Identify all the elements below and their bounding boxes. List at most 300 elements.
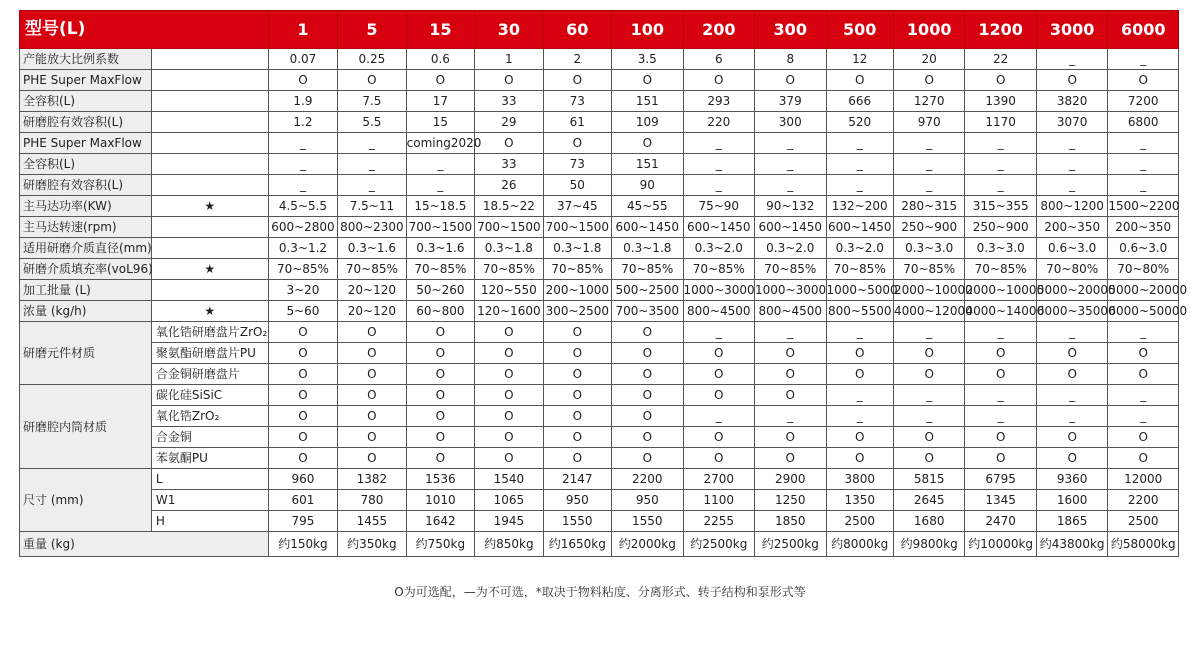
value-cell: 70~85% <box>965 259 1036 280</box>
value-cell: 12 <box>826 49 893 70</box>
value-cell: 0.3~1.6 <box>338 238 406 259</box>
value-cell: O <box>683 70 754 91</box>
weight-cell: 约9800kg <box>893 532 964 557</box>
value-cell: _ <box>1036 154 1107 175</box>
value-cell: _ <box>338 175 406 196</box>
value-cell: 15 <box>406 112 474 133</box>
value-cell: 600~1450 <box>826 217 893 238</box>
value-cell: 700~1500 <box>475 217 543 238</box>
value-cell: 5.5 <box>338 112 406 133</box>
value-cell: O <box>826 448 893 469</box>
value-cell: 300~2500 <box>543 301 611 322</box>
value-cell: _ <box>683 175 754 196</box>
value-cell: _ <box>1036 175 1107 196</box>
group-label: 研磨腔内筒材质 <box>20 385 152 469</box>
value-cell: 2645 <box>893 490 964 511</box>
weight-cell: 约2500kg <box>683 532 754 557</box>
value-cell: 70~80% <box>1036 259 1107 280</box>
value-cell: O <box>1108 448 1179 469</box>
value-cell: 6 <box>683 49 754 70</box>
value-cell: 950 <box>612 490 683 511</box>
value-cell: O <box>406 385 474 406</box>
table-row <box>20 322 1179 343</box>
row-label: 加工批量 (L) <box>20 280 152 301</box>
value-cell: 800~1200 <box>1036 196 1107 217</box>
value-cell: _ <box>826 406 893 427</box>
sub-label: L <box>151 469 268 490</box>
value-cell: 950 <box>543 490 611 511</box>
value-cell: 960 <box>268 469 337 490</box>
value-cell: 4000~14000 <box>965 301 1036 322</box>
value-cell: _ <box>683 133 754 154</box>
value-cell: 601 <box>268 490 337 511</box>
value-cell: O <box>1036 364 1107 385</box>
value-cell: O <box>475 427 543 448</box>
model-header-cell: 60 <box>543 11 611 49</box>
value-cell: _ <box>338 133 406 154</box>
value-cell: 1550 <box>612 511 683 532</box>
value-cell: _ <box>1108 154 1179 175</box>
row-label: 研磨介质填充率(voL96) <box>20 259 152 280</box>
value-cell: 0.3~2.0 <box>683 238 754 259</box>
table-row <box>20 175 1179 196</box>
row-note <box>151 280 268 301</box>
value-cell: O <box>268 385 337 406</box>
model-header-cell: 5 <box>338 11 406 49</box>
value-cell: 70~85% <box>612 259 683 280</box>
value-cell: _ <box>965 133 1036 154</box>
value-cell: 17 <box>406 91 474 112</box>
model-label: 型号(L) <box>20 11 269 49</box>
row-note <box>151 238 268 259</box>
value-cell: 200~350 <box>1036 217 1107 238</box>
value-cell: 700~3500 <box>612 301 683 322</box>
value-cell: O <box>612 322 683 343</box>
value-cell: O <box>268 406 337 427</box>
value-cell: O <box>475 133 543 154</box>
weight-row <box>20 532 1179 557</box>
value-cell: 0.3~1.2 <box>268 238 337 259</box>
model-header-cell: 3000 <box>1036 11 1107 49</box>
value-cell: _ <box>683 406 754 427</box>
value-cell: 0.3~2.0 <box>755 238 826 259</box>
value-cell: _ <box>1108 406 1179 427</box>
sub-label: 氧化锆研磨盘片ZrO₂ <box>151 322 268 343</box>
value-cell: 2000~10000 <box>965 280 1036 301</box>
model-header-cell: 1200 <box>965 11 1036 49</box>
value-cell: 800~2300 <box>338 217 406 238</box>
value-cell: O <box>475 406 543 427</box>
value-cell: 1010 <box>406 490 474 511</box>
value-cell: O <box>755 343 826 364</box>
row-note <box>151 91 268 112</box>
value-cell: 29 <box>475 112 543 133</box>
weight-cell: 约8000kg <box>826 532 893 557</box>
table-row <box>20 301 1179 322</box>
sub-label: 氧化锆ZrO₂ <box>151 406 268 427</box>
value-cell: 33 <box>475 154 543 175</box>
value-cell: _ <box>965 154 1036 175</box>
value-cell: O <box>1036 70 1107 91</box>
value-cell: 800~4500 <box>755 301 826 322</box>
value-cell: 220 <box>683 112 754 133</box>
table-row <box>20 70 1179 91</box>
group-label: 研磨元件材质 <box>20 322 152 385</box>
value-cell: 0.3~3.0 <box>965 238 1036 259</box>
row-label: 研磨腔有效容积(L) <box>20 112 152 133</box>
value-cell: 1345 <box>965 490 1036 511</box>
value-cell: O <box>965 427 1036 448</box>
value-cell: O <box>475 364 543 385</box>
value-cell: 1536 <box>406 469 474 490</box>
value-cell: 666 <box>826 91 893 112</box>
value-cell: O <box>543 385 611 406</box>
value-cell: _ <box>1108 322 1179 343</box>
value-cell: O <box>612 133 683 154</box>
table-row <box>20 154 1179 175</box>
model-header-cell: 300 <box>755 11 826 49</box>
value-cell: _ <box>1036 133 1107 154</box>
value-cell: 151 <box>612 91 683 112</box>
value-cell: O <box>965 343 1036 364</box>
table-row <box>20 469 1179 490</box>
value-cell: O <box>1036 343 1107 364</box>
value-cell: 8 <box>755 49 826 70</box>
value-cell: 75~90 <box>683 196 754 217</box>
value-cell: 200~1000 <box>543 280 611 301</box>
value-cell: 795 <box>268 511 337 532</box>
value-cell: _ <box>965 406 1036 427</box>
value-cell: 7200 <box>1108 91 1179 112</box>
model-header-cell: 1 <box>268 11 337 49</box>
value-cell: 26 <box>475 175 543 196</box>
value-cell: 1 <box>475 49 543 70</box>
value-cell: O <box>338 448 406 469</box>
value-cell: O <box>683 385 754 406</box>
value-cell: 70~85% <box>543 259 611 280</box>
value-cell: _ <box>965 385 1036 406</box>
row-note: ★ <box>151 196 268 217</box>
value-cell: _ <box>683 322 754 343</box>
value-cell: 2000~10000 <box>893 280 964 301</box>
value-cell: coming2020 <box>406 133 474 154</box>
value-cell: 6000~50000 <box>1108 301 1179 322</box>
value-cell: _ <box>1108 133 1179 154</box>
sub-label: 合金铜研磨盘片 <box>151 364 268 385</box>
value-cell: 1000~5000 <box>826 280 893 301</box>
table-header <box>20 11 1179 49</box>
value-cell: O <box>683 343 754 364</box>
weight-cell: 约2500kg <box>755 532 826 557</box>
value-cell: O <box>1036 448 1107 469</box>
value-cell: 73 <box>543 91 611 112</box>
value-cell: 6000~35000 <box>1036 301 1107 322</box>
value-cell: 1350 <box>826 490 893 511</box>
value-cell: 2900 <box>755 469 826 490</box>
value-cell: _ <box>268 175 337 196</box>
value-cell: 379 <box>755 91 826 112</box>
value-cell: _ <box>1108 385 1179 406</box>
value-cell: O <box>826 427 893 448</box>
value-cell: O <box>406 322 474 343</box>
value-cell: O <box>612 406 683 427</box>
value-cell: 70~85% <box>475 259 543 280</box>
value-cell: 5~60 <box>268 301 337 322</box>
value-cell: O <box>338 364 406 385</box>
value-cell: 1000~3000 <box>683 280 754 301</box>
value-cell: O <box>543 427 611 448</box>
table-row <box>20 406 1179 427</box>
value-cell: O <box>338 343 406 364</box>
value-cell: O <box>612 70 683 91</box>
value-cell: 1065 <box>475 490 543 511</box>
value-cell: _ <box>826 133 893 154</box>
value-cell: O <box>543 364 611 385</box>
value-cell: 5000~20000 <box>1108 280 1179 301</box>
row-label: 全容积(L) <box>20 154 152 175</box>
value-cell: 3800 <box>826 469 893 490</box>
value-cell: 1945 <box>475 511 543 532</box>
value-cell: 1642 <box>406 511 474 532</box>
value-cell: 50~260 <box>406 280 474 301</box>
table-row <box>20 91 1179 112</box>
value-cell: 7.5~11 <box>338 196 406 217</box>
row-label: 全容积(L) <box>20 91 152 112</box>
value-cell: 2500 <box>1108 511 1179 532</box>
sub-label: 苯氨酮PU <box>151 448 268 469</box>
value-cell: 5815 <box>893 469 964 490</box>
value-cell: 22 <box>965 49 1036 70</box>
value-cell: 70~85% <box>893 259 964 280</box>
value-cell: 4.5~5.5 <box>268 196 337 217</box>
value-cell: O <box>683 448 754 469</box>
value-cell: 250~900 <box>965 217 1036 238</box>
value-cell: 20 <box>893 49 964 70</box>
table-row <box>20 448 1179 469</box>
value-cell: 73 <box>543 154 611 175</box>
value-cell: 2200 <box>1108 490 1179 511</box>
weight-cell: 约58000kg <box>1108 532 1179 557</box>
value-cell: O <box>543 406 611 427</box>
value-cell: 1.2 <box>268 112 337 133</box>
row-label: 主马达功率(KW) <box>20 196 152 217</box>
value-cell: 600~1450 <box>683 217 754 238</box>
value-cell: 293 <box>683 91 754 112</box>
value-cell: O <box>1108 427 1179 448</box>
value-cell: 600~2800 <box>268 217 337 238</box>
value-cell: O <box>475 448 543 469</box>
sub-label: H <box>151 511 268 532</box>
value-cell: 90 <box>612 175 683 196</box>
weight-label: 重量 (kg) <box>20 532 269 557</box>
value-cell: 1100 <box>683 490 754 511</box>
footnote: O为可选配，—为不可选，*取决于物料粘度、分离形式、转子结构和泵形式等 <box>394 585 806 599</box>
table-body <box>20 49 1188 557</box>
value-cell: O <box>406 70 474 91</box>
value-cell: O <box>268 364 337 385</box>
value-cell: O <box>406 406 474 427</box>
value-cell: O <box>965 70 1036 91</box>
table-row <box>20 49 1179 70</box>
sub-label: 碳化硅SiSiC <box>151 385 268 406</box>
value-cell: 1170 <box>965 112 1036 133</box>
value-cell: O <box>965 448 1036 469</box>
value-cell: 3.5 <box>612 49 683 70</box>
value-cell: O <box>612 343 683 364</box>
value-cell: 1.9 <box>268 91 337 112</box>
value-cell: O <box>826 364 893 385</box>
value-cell: 0.3~2.0 <box>826 238 893 259</box>
model-header-cell: 200 <box>683 11 754 49</box>
value-cell: _ <box>893 322 964 343</box>
value-cell: 70~80% <box>1108 259 1179 280</box>
value-cell: 50 <box>543 175 611 196</box>
value-cell: 0.3~3.0 <box>893 238 964 259</box>
value-cell: 1550 <box>543 511 611 532</box>
value-cell: 280~315 <box>893 196 964 217</box>
value-cell: O <box>1108 364 1179 385</box>
value-cell: 6800 <box>1108 112 1179 133</box>
value-cell: 520 <box>826 112 893 133</box>
value-cell: O <box>612 448 683 469</box>
value-cell: 1390 <box>965 91 1036 112</box>
value-cell: _ <box>893 133 964 154</box>
value-cell: 70~85% <box>755 259 826 280</box>
value-cell: O <box>338 427 406 448</box>
value-cell: _ <box>826 175 893 196</box>
value-cell: 2 <box>543 49 611 70</box>
value-cell: 3070 <box>1036 112 1107 133</box>
row-note <box>151 70 268 91</box>
value-cell: O <box>268 427 337 448</box>
value-cell: _ <box>755 406 826 427</box>
value-cell: O <box>475 322 543 343</box>
value-cell: O <box>755 364 826 385</box>
value-cell: O <box>406 427 474 448</box>
value-cell: _ <box>1108 49 1179 70</box>
value-cell: 70~85% <box>268 259 337 280</box>
value-cell: O <box>475 385 543 406</box>
row-note <box>151 175 268 196</box>
value-cell: 151 <box>612 154 683 175</box>
table-row <box>20 343 1179 364</box>
group-label: 尺寸 (mm) <box>20 469 152 532</box>
table-row <box>20 133 1179 154</box>
value-cell: 70~85% <box>826 259 893 280</box>
value-cell: O <box>612 385 683 406</box>
value-cell: 7.5 <box>338 91 406 112</box>
value-cell: 20~120 <box>338 301 406 322</box>
table-row <box>20 385 1179 406</box>
value-cell: 800~4500 <box>683 301 754 322</box>
weight-cell: 约2000kg <box>612 532 683 557</box>
model-header-cell: 1000 <box>893 11 964 49</box>
value-cell: 15~18.5 <box>406 196 474 217</box>
value-cell: _ <box>826 322 893 343</box>
value-cell: 109 <box>612 112 683 133</box>
header-row <box>20 11 1179 49</box>
value-cell: 90~132 <box>755 196 826 217</box>
model-header-cell: 30 <box>475 11 543 49</box>
row-note <box>151 133 268 154</box>
value-cell: 33 <box>475 91 543 112</box>
value-cell: _ <box>1036 406 1107 427</box>
value-cell: 70~85% <box>338 259 406 280</box>
table-row <box>20 238 1179 259</box>
sub-label: W1 <box>151 490 268 511</box>
value-cell: 2255 <box>683 511 754 532</box>
table-row <box>20 259 1179 280</box>
value-cell: O <box>893 364 964 385</box>
value-cell: O <box>683 364 754 385</box>
value-cell: 0.3~1.8 <box>475 238 543 259</box>
value-cell: _ <box>268 154 337 175</box>
value-cell: 2470 <box>965 511 1036 532</box>
row-label: 产能放大比例系数 <box>20 49 152 70</box>
value-cell: O <box>268 448 337 469</box>
weight-cell: 约850kg <box>475 532 543 557</box>
value-cell: O <box>1108 343 1179 364</box>
value-cell: 120~1600 <box>475 301 543 322</box>
value-cell: 61 <box>543 112 611 133</box>
value-cell: 120~550 <box>475 280 543 301</box>
value-cell: O <box>755 385 826 406</box>
model-header-cell: 500 <box>826 11 893 49</box>
value-cell: O <box>338 385 406 406</box>
value-cell: 2700 <box>683 469 754 490</box>
value-cell: O <box>268 343 337 364</box>
value-cell: _ <box>893 385 964 406</box>
value-cell: O <box>683 427 754 448</box>
value-cell: _ <box>338 154 406 175</box>
table-row <box>20 427 1179 448</box>
row-note: ★ <box>151 301 268 322</box>
value-cell: _ <box>1036 49 1107 70</box>
value-cell: _ <box>755 322 826 343</box>
value-cell: _ <box>965 175 1036 196</box>
table-row <box>20 112 1179 133</box>
value-cell: O <box>338 322 406 343</box>
model-header-cell: 100 <box>612 11 683 49</box>
value-cell: 6795 <box>965 469 1036 490</box>
row-label: PHE Super MaxFlow <box>20 133 152 154</box>
value-cell: 2200 <box>612 469 683 490</box>
value-cell: O <box>893 343 964 364</box>
value-cell: 1250 <box>755 490 826 511</box>
table-row <box>20 280 1179 301</box>
row-label: 主马达转速(rpm) <box>20 217 152 238</box>
sub-label: 聚氨酯研磨盘片PU <box>151 343 268 364</box>
value-cell: 1600 <box>1036 490 1107 511</box>
value-cell: 1000~3000 <box>755 280 826 301</box>
value-cell: _ <box>826 385 893 406</box>
value-cell: O <box>406 364 474 385</box>
value-cell: 3~20 <box>268 280 337 301</box>
value-cell: O <box>755 427 826 448</box>
value-cell: O <box>543 448 611 469</box>
value-cell: 970 <box>893 112 964 133</box>
row-label: 研磨腔有效容积(L) <box>20 175 152 196</box>
weight-cell: 约10000kg <box>965 532 1036 557</box>
value-cell: _ <box>1108 175 1179 196</box>
model-header-cell: 15 <box>406 11 474 49</box>
table-row <box>20 490 1179 511</box>
value-cell: _ <box>893 406 964 427</box>
value-cell: 70~85% <box>406 259 474 280</box>
table-row <box>20 217 1179 238</box>
value-cell: 0.3~1.6 <box>406 238 474 259</box>
value-cell: 18.5~22 <box>475 196 543 217</box>
